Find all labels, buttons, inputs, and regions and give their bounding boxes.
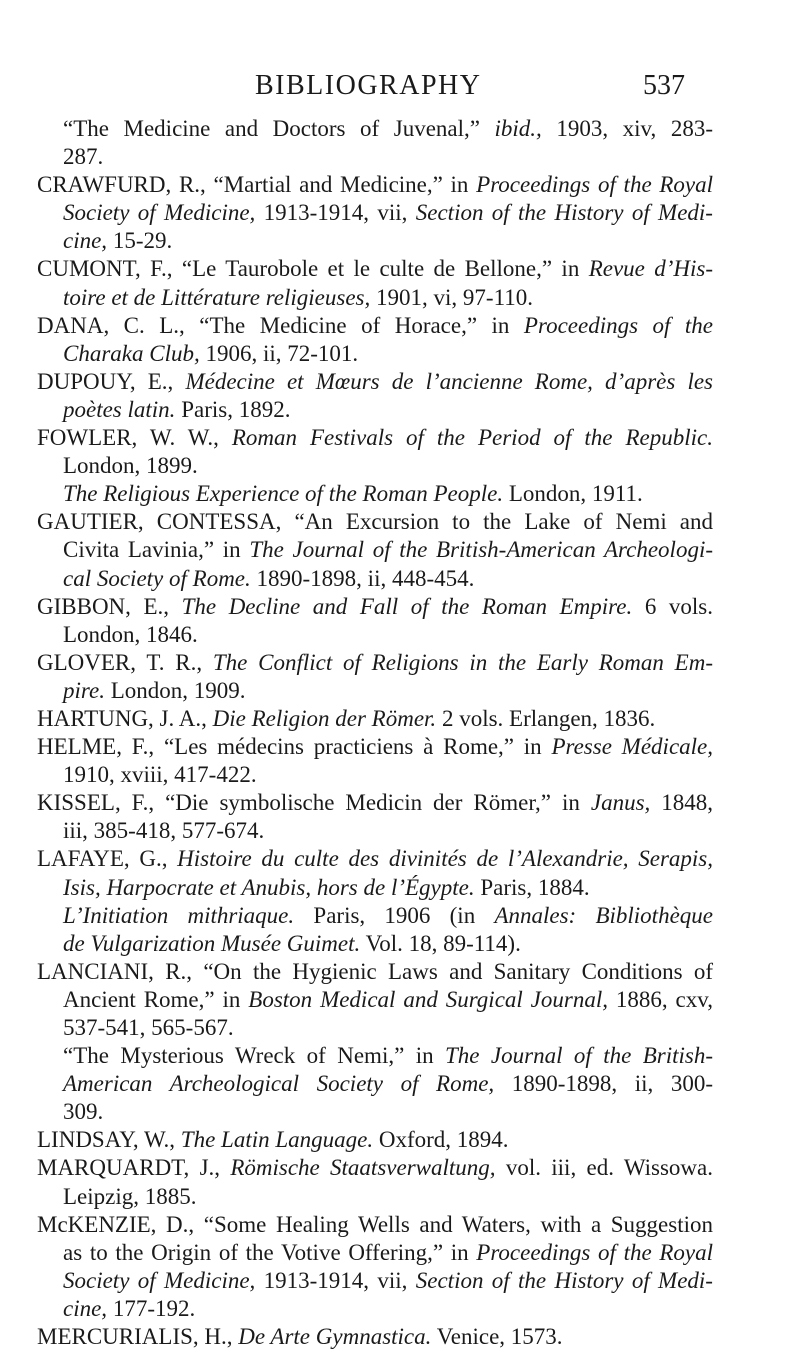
entry-title-italic: Society of Medicine, [63, 1267, 256, 1293]
entry-title-italic: Proceedings of the Royal [476, 172, 713, 198]
entry-line [63, 761, 713, 789]
bibliography-entry [0, 508, 713, 592]
entry-text: Venice, 1573. [431, 1324, 563, 1350]
running-head: BIBLIOGRAPHY [255, 70, 482, 101]
entry-line [37, 508, 713, 536]
entry-text: 177-192. [107, 1295, 196, 1321]
entry-title-italic: Proceedings of the [523, 312, 713, 338]
entry-title-italic: de Vulgarization Musée Guimet. [63, 930, 361, 956]
entry-text: as to the Origin of the Votive Offering,” in [63, 1239, 477, 1265]
entry-title-italic: Die Religion der Römer. [212, 705, 437, 731]
entry-text: London, 1909. [104, 677, 246, 703]
entry-text: 537-541, 565-567. [63, 1015, 234, 1040]
entry-line [63, 1239, 713, 1267]
entry-line [63, 340, 713, 368]
entry-title-italic: Revue d’His- [588, 256, 713, 282]
bibliography-entry [0, 368, 713, 424]
entry-title-italic: cal Society of Rome. [63, 565, 251, 591]
entry-text: London, 1911. [503, 481, 643, 507]
bibliography-entry [0, 424, 713, 480]
bibliography-entry [0, 255, 713, 311]
bibliography-entry [0, 958, 713, 1042]
entry-text: FOWLER, W. W., [37, 425, 232, 451]
entry-line [37, 593, 713, 621]
entry-line [37, 1323, 713, 1351]
bibliography-entry-continuation [0, 902, 713, 958]
entry-title-italic: L’Initiation mithriaque. [63, 902, 295, 928]
entry-line [63, 1070, 713, 1098]
bibliography-entry-continuation [0, 1042, 713, 1126]
entry-title-italic: Charaka Club, [63, 340, 200, 366]
bibliography-entry [0, 1211, 713, 1323]
entry-title-italic: Society of Medicine, [63, 200, 256, 226]
entry-text: GIBBON, E., [37, 593, 182, 619]
entry-title-italic: Histoire du culte des divinités de l’Alexandrie, Serapis, [177, 846, 713, 872]
entry-text: KISSEL, F., “Die symbolische Medicin der Römer,” in [37, 790, 591, 816]
entry-text: 1890-1898, ii, 448-454. [250, 565, 475, 591]
entry-line [37, 958, 713, 986]
entry-text: 2 vols. Erlangen, 1836. [436, 705, 656, 731]
entry-line [63, 902, 713, 930]
entry-line [63, 1042, 713, 1070]
entry-text: 1886, cxv, [607, 986, 713, 1012]
entry-line [63, 621, 713, 649]
entry-line [37, 649, 713, 677]
entry-text: Paris, 1892. [175, 396, 291, 422]
entry-line [63, 930, 713, 958]
entry-title-italic: Janus, [590, 790, 651, 816]
entry-line [63, 565, 713, 593]
entry-line [63, 199, 713, 227]
entry-text: McKENZIE, D., “Some Healing Wells and Waters, with a Suggestion [37, 1211, 713, 1237]
entry-line [63, 1267, 713, 1295]
entry-text: vol. iii, ed. Wissowa. [495, 1155, 713, 1181]
entry-line [63, 677, 713, 705]
entry-title-italic: ibid., [494, 116, 542, 141]
entry-line [37, 733, 713, 761]
entry-line [63, 1295, 713, 1323]
entry-text: Leipzig, 1885. [63, 1183, 197, 1209]
entry-line [37, 1154, 713, 1182]
entry-text: MARQUARDT, J., [37, 1155, 231, 1181]
entry-text: 15-29. [107, 228, 173, 254]
entry-text: 1913-1914, vii, [255, 200, 416, 226]
entry-text: LAFAYE, G., [37, 846, 178, 872]
entry-text: Ancient Rome,” in [63, 986, 249, 1012]
entry-line [37, 1126, 713, 1154]
entry-line [37, 1211, 713, 1239]
entry-title-italic: cine, [63, 228, 108, 254]
bibliography-entry [0, 789, 713, 845]
entry-title-italic: Roman Festivals of the Period of the Republic. [231, 425, 713, 451]
entry-line [63, 874, 713, 902]
page-header [0, 68, 800, 108]
entry-title-italic: The Journal of the British- [445, 1043, 713, 1069]
entry-text: GAUTIER, CONTESSA, “An Excursion to the Lake of Nemi and [37, 509, 713, 535]
entry-title-italic: pire. [63, 677, 105, 703]
entry-line [63, 986, 713, 1014]
entry-line [63, 480, 713, 508]
entry-text: 309. [63, 1099, 104, 1125]
entry-title-italic: Section of the History of Medi- [415, 200, 713, 226]
entry-title-italic: Isis, Harpocrate et Anubis, hors de l’Égypte. [63, 874, 475, 900]
bibliography-entry [0, 312, 713, 368]
page-number: 537 [643, 70, 685, 101]
bibliography-entry [0, 171, 713, 255]
entry-text: LINDSAY, W., [37, 1127, 181, 1153]
entry-line [63, 1183, 713, 1211]
entry-text: “The Medicine and Doctors of Juvenal,” [63, 116, 495, 141]
bibliography-entry [0, 649, 713, 705]
entry-line [37, 789, 713, 817]
entry-title-italic: Presse Médicale, [551, 734, 714, 760]
bibliography-entry [0, 845, 713, 901]
entry-text: 287. [63, 144, 104, 170]
entry-text: 1903, xiv, 283- [541, 116, 713, 141]
entry-title-italic: cine, [63, 1295, 108, 1321]
bibliography-entry-continuation [0, 115, 713, 171]
entry-line [63, 227, 713, 255]
entry-title-italic: The Latin Language. [180, 1127, 374, 1153]
bibliography-entry [0, 733, 713, 789]
entry-line [63, 452, 713, 480]
entry-title-italic: Boston Medical and Surgical Journal, [248, 986, 608, 1012]
entry-text: 1906, ii, 72-101. [199, 340, 359, 366]
entry-text: iii, 385-418, 577-674. [63, 818, 265, 844]
entry-text: CRAWFURD, R., “Martial and Medicine,” in [37, 172, 477, 198]
entry-text: Paris, 1884. [474, 874, 590, 900]
entry-title-italic: The Decline and Fall of the Roman Empire. [181, 593, 633, 619]
entry-title-italic: American Archeological Society of Rome, [63, 1071, 495, 1097]
entry-title-italic: The Religious Experience of the Roman People. [63, 481, 504, 507]
bibliography-entry [0, 1323, 713, 1351]
entry-text: 1910, xviii, 417-422. [63, 762, 257, 788]
bibliography-entry-continuation [0, 480, 713, 508]
entry-line [37, 705, 713, 733]
entry-text: London, 1846. [63, 621, 198, 647]
entry-line [63, 1098, 713, 1126]
entry-text: DANA, C. L., “The Medicine of Horace,” in [37, 312, 524, 338]
entry-text: Oxford, 1894. [373, 1127, 509, 1153]
entry-text: Vol. 18, 89-114). [360, 930, 521, 956]
entry-line [63, 536, 713, 564]
entry-line [37, 368, 713, 396]
entry-text: LANCIANI, R., “On the Hygienic Laws and Sanitary Conditions of [37, 958, 713, 984]
bibliography-entry [0, 705, 713, 733]
entry-text: GLOVER, T. R., [37, 649, 213, 675]
entry-text: 1901, vi, 97-110. [370, 284, 533, 310]
entry-title-italic: The Conflict of Religions in the Early Roman Em- [212, 649, 713, 675]
entry-title-italic: toire et de Littérature religieuses, [63, 284, 371, 310]
entry-text: 1848, [650, 790, 713, 816]
entry-title-italic: Proceedings of the Royal [476, 1239, 714, 1265]
bibliography-entry [0, 593, 713, 649]
entry-text: 1913-1914, vii, [255, 1267, 416, 1293]
bibliography-entry [0, 1154, 713, 1210]
entry-title-italic: Section of the History of Medi- [415, 1267, 713, 1293]
entry-line [37, 845, 713, 873]
entry-text: Paris, 1906 (in [294, 902, 495, 928]
entry-text: 6 vols. [632, 593, 713, 619]
entry-line [63, 1014, 713, 1042]
entry-text: CUMONT, F., “Le Taurobole et le culte de Bellone,” in [37, 256, 589, 282]
bibliography-entry [0, 1126, 713, 1154]
entry-line [37, 312, 713, 340]
entry-text: MERCURIALIS, H., [37, 1324, 239, 1350]
entry-text: Civita Lavinia,” in [63, 537, 250, 563]
entry-text: DUPOUY, E., [37, 368, 186, 394]
entry-line [63, 284, 713, 312]
entry-title-italic: poètes latin. [63, 396, 176, 422]
entry-text: “The Mysterious Wreck of Nemi,” in [63, 1043, 446, 1069]
entry-title-italic: Annales: Bibliothèque [494, 902, 713, 928]
entry-line [37, 424, 713, 452]
entry-line [37, 255, 713, 283]
entry-line [63, 115, 713, 143]
entry-text: HELME, F., “Les médecins practiciens à Rome,” in [37, 734, 552, 760]
entry-line [63, 817, 713, 845]
entry-line [37, 171, 713, 199]
entry-title-italic: De Arte Gymnastica. [238, 1324, 432, 1350]
entry-title-italic: Römische Staatsverwaltung, [230, 1155, 496, 1181]
entry-title-italic: The Journal of the British-American Archeologi- [249, 537, 713, 563]
entry-text: 1890-1898, ii, 300- [494, 1071, 713, 1097]
entry-line [63, 143, 713, 171]
entry-text: London, 1899. [63, 453, 198, 479]
entry-text: HARTUNG, J. A., [37, 705, 213, 731]
entry-title-italic: Médecine et Mœurs de l’ancienne Rome, d’après les [185, 368, 713, 394]
bibliography-list [0, 115, 800, 1351]
entry-line [63, 396, 713, 424]
